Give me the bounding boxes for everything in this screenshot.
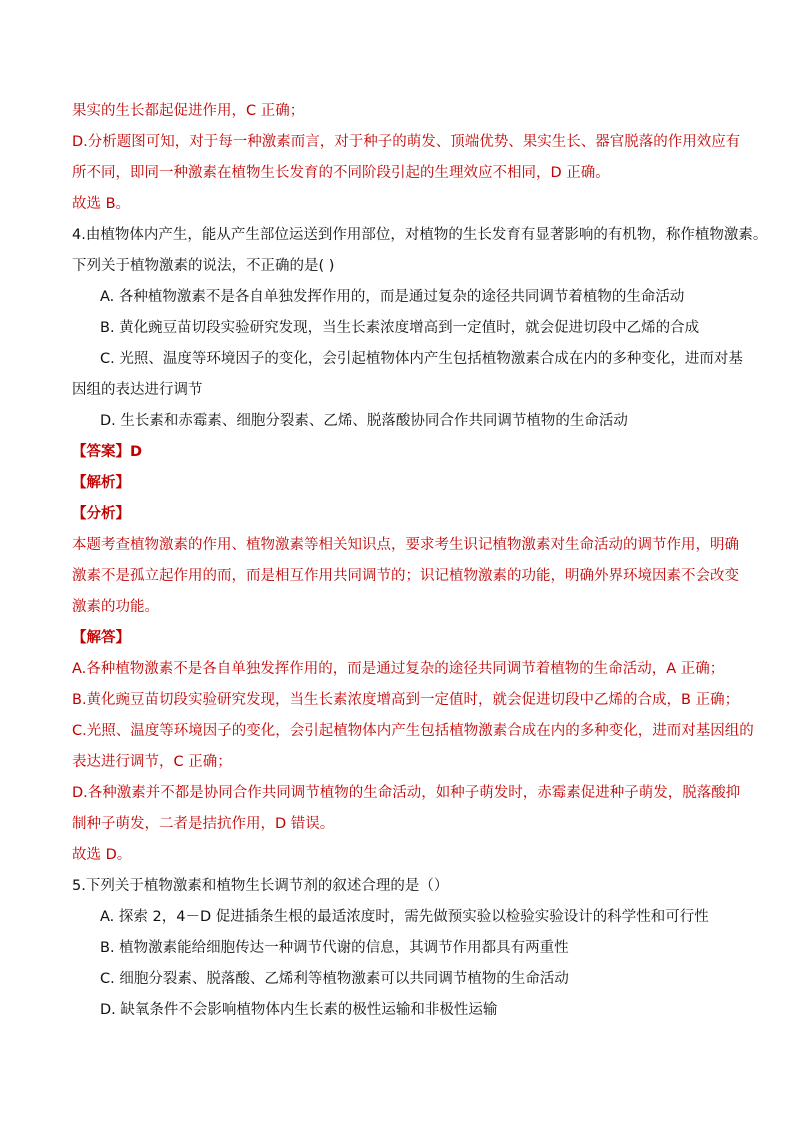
question-4-stem: 4.由植物体内产生，能从产生部位运送到作用部位，对植物的生长发育有显著影响的有机物，称作植物激素。 (72, 227, 768, 243)
analysis-text: 激素不是孤立起作用的而，而是相互作用共同调节的；识记植物激素的功能，明确外界环境因素不会改变 (72, 568, 739, 584)
option-d: D. 生长素和赤霉素、细胞分裂素、乙烯、脱落酸协同合作共同调节植物的生命活动 (100, 413, 628, 429)
text-line: D.分析题图可知，对于每一种激素而言，对于种子的萌发、顶端优势、果实生长、器官脱落的作用效应有 (72, 134, 741, 150)
option-a: A. 探索 2，4－D 促进插条生根的最适浓度时，需先做预实验以检验实验设计的科学性和可行性 (100, 909, 709, 925)
solution-text: 故选 D。 (72, 847, 132, 863)
question-5-stem: 5.下列关于植物激素和植物生长调节剂的叙述合理的是（） (72, 878, 449, 894)
option-c-continued: 因组的表达进行调节 (72, 382, 203, 398)
solution-text: D.各种激素并不都是协同合作共同调节植物的生命活动，如种子萌发时，赤霉素促进种子萌发，脱落酸抑 (72, 785, 741, 801)
solution-text: A.各种植物激素不是各自单独发挥作用的，而是通过复杂的途径共同调节着植物的生命活动，A 正确； (72, 661, 725, 677)
option-d: D. 缺氧条件不会影响植物体内生长素的极性运输和非极性运输 (100, 1002, 498, 1018)
analysis-subheading: 【分析】 (72, 506, 130, 522)
option-b: B. 植物激素能给细胞传达一种调节代谢的信息，其调节作用都具有两重性 (100, 940, 569, 956)
analysis-heading: 【解析】 (72, 475, 130, 491)
solution-heading: 【解答】 (72, 630, 130, 646)
analysis-text: 本题考查植物激素的作用、植物激素等相关知识点，要求考生识记植物激素对生命活动的调节作用，明确 (72, 537, 739, 553)
option-a: A. 各种植物激素不是各自单独发挥作用的，而是通过复杂的途径共同调节着植物的生命活动 (100, 289, 685, 305)
analysis-text: 激素的功能。 (72, 599, 159, 615)
option-b: B. 黄化豌豆苗切段实验研究发现，当生长素浓度增高到一定值时，就会促进切段中乙烯的合成 (100, 320, 700, 336)
question-4-stem: 下列关于植物激素的说法，不正确的是( ) (72, 258, 335, 274)
text-line: 故选 B。 (72, 196, 131, 212)
option-c: C. 光照、温度等环境因子的变化，会引起植物体内产生包括植物激素合成在内的多种变化，进而对基 (100, 351, 743, 367)
text-line: 果实的生长都起促进作用，C 正确； (72, 103, 305, 119)
solution-text: 制种子萌发，二者是拮抗作用，D 错误。 (72, 816, 335, 832)
text-line: 所不同，即同一种激素在植物生长发育的不同阶段引起的生理效应不相同，D 正确。 (72, 165, 610, 181)
solution-text: 表达进行调节，C 正确； (72, 754, 232, 770)
option-c: C. 细胞分裂素、脱落酸、乙烯利等植物激素可以共同调节植物的生命活动 (100, 971, 569, 987)
solution-text: C.光照、温度等环境因子的变化，会引起植物体内产生包括植物激素合成在内的多种变化，进而对基因组的 (72, 723, 754, 739)
solution-text: B.黄化豌豆苗切段实验研究发现，当生长素浓度增高到一定值时，就会促进切段中乙烯的合成，B 正确； (72, 692, 740, 708)
answer-label: 【答案】D (72, 444, 143, 460)
